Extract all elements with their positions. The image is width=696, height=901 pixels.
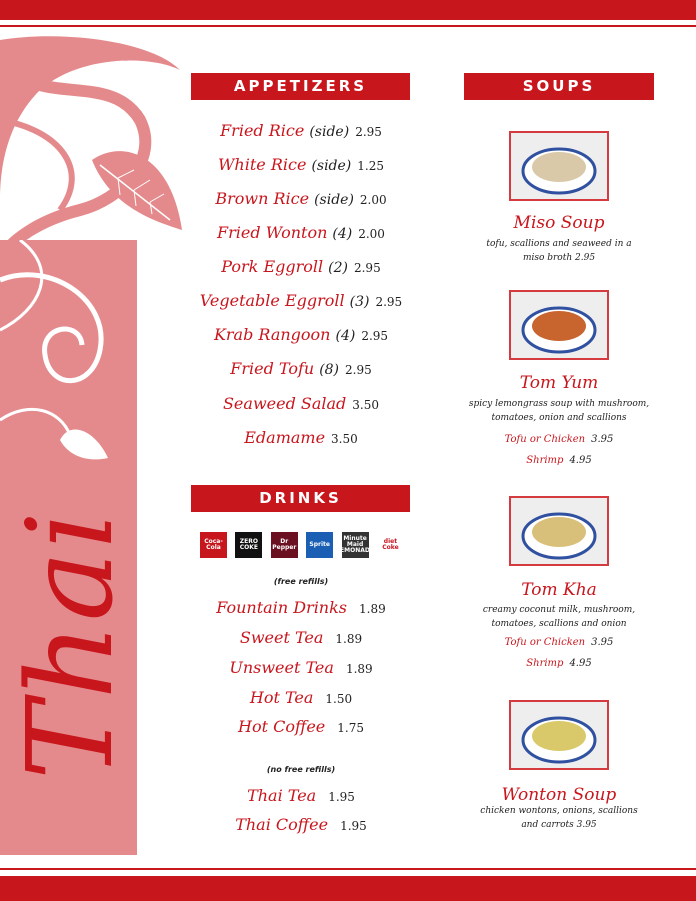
- item-qty: (side): [314, 192, 354, 208]
- item-name: Edamame: [244, 428, 326, 447]
- option-label: Tofu or Chicken: [504, 637, 586, 648]
- soup-desc-line: spicy lemongrass soup with mushroom,: [468, 399, 650, 409]
- soup-option: [464, 434, 654, 445]
- soda-logo: Coca-Cola: [200, 532, 227, 558]
- soup-option: [464, 637, 654, 648]
- item-price: 2.00: [359, 193, 387, 207]
- soups-header: SOUPS: [464, 73, 654, 100]
- item-name: Fried Wonton: [217, 223, 328, 242]
- menu-item: [191, 628, 411, 647]
- menu-item: [191, 359, 411, 378]
- item-name: Thai Coffee: [235, 815, 329, 834]
- option-label: Tofu or Chicken: [504, 434, 586, 445]
- item-name: Hot Coffee: [238, 717, 326, 736]
- menu-item: [191, 688, 411, 707]
- option-label: Shrimp: [526, 658, 564, 669]
- item-price: 1.89: [359, 602, 386, 616]
- bottom-band: [0, 876, 696, 901]
- soda-logo: diet Coke: [377, 532, 404, 558]
- soup-description: [459, 603, 659, 631]
- item-price: 1.50: [325, 692, 353, 706]
- item-qty: (side): [309, 124, 350, 140]
- soup-desc-line: chicken wontons, onions, scallions: [480, 806, 638, 816]
- panel-swirl: [0, 240, 137, 480]
- appetizers-header: APPETIZERS: [191, 73, 410, 100]
- thai-title: Thai: [1, 509, 139, 780]
- item-name: Seaweed Salad: [222, 394, 347, 413]
- menu-item: [191, 815, 411, 834]
- option-label: Shrimp: [526, 455, 564, 466]
- soup-bowl-icon: [511, 702, 607, 768]
- item-price: 1.95: [340, 819, 367, 833]
- menu-item: [191, 155, 411, 174]
- soup-name: Miso Soup: [513, 213, 605, 233]
- item-price: 2.95: [345, 363, 372, 377]
- soda-logo: Sprite: [306, 532, 333, 558]
- soda-logo: ZERO COKE: [235, 532, 262, 558]
- menu-item: [191, 223, 411, 242]
- menu-item: [191, 786, 411, 805]
- item-price: 1.95: [328, 790, 355, 804]
- soup-desc-line: tofu, scallions and seaweed in a: [486, 239, 632, 249]
- soda-logo: Minute Maid LEMONADE: [342, 532, 369, 558]
- item-name: Fountain Drinks: [216, 598, 348, 617]
- item-qty: (4): [332, 226, 353, 242]
- item-name: Vegetable Eggroll: [199, 291, 345, 310]
- item-qty: (8): [319, 362, 340, 378]
- soup-name: Tom Yum: [519, 373, 599, 393]
- item-qty: (side): [311, 158, 352, 174]
- item-qty: (4): [335, 328, 356, 344]
- option-price: 4.95: [569, 658, 592, 669]
- soup-name: Tom Kha: [521, 580, 597, 600]
- soup-desc-line: and carrots 3.95: [521, 820, 597, 830]
- soup-photo: [509, 290, 609, 360]
- menu-item: [191, 189, 411, 208]
- menu-item: [191, 291, 411, 310]
- item-name: Thai Tea: [247, 786, 317, 805]
- soup-bowl-icon: [511, 292, 607, 358]
- menu-item: [191, 428, 411, 447]
- soup-description: [459, 804, 659, 832]
- soup-desc-line: tomatoes, onion and scallions: [491, 413, 627, 423]
- menu-item: [191, 257, 411, 276]
- item-name: Brown Rice: [215, 189, 310, 208]
- menu-item: [191, 717, 411, 736]
- soup-desc-line: creamy coconut milk, mushroom,: [482, 605, 636, 615]
- menu-item: [191, 598, 411, 617]
- item-price: 1.75: [337, 721, 364, 735]
- item-price: 2.95: [361, 329, 389, 343]
- item-name: Krab Rangoon: [213, 325, 331, 344]
- menu-item: [191, 325, 411, 344]
- menu-item: [191, 394, 411, 413]
- item-name: White Rice: [217, 155, 307, 174]
- item-qty: (3): [349, 294, 370, 310]
- soup-bowl-icon: [511, 498, 607, 564]
- no-free-refills-note: (no free refills): [266, 765, 336, 774]
- soup-name: Wonton Soup: [501, 785, 617, 805]
- item-name: Hot Tea: [249, 688, 314, 707]
- soup-option: [464, 658, 654, 669]
- option-price: 4.95: [569, 455, 592, 466]
- flower-icon: [60, 430, 108, 460]
- option-price: 3.95: [591, 637, 614, 648]
- item-price: 1.89: [345, 662, 373, 676]
- soup-desc-line: miso broth 2.95: [522, 253, 596, 263]
- soup-bowl-icon: [511, 133, 607, 199]
- item-price: 3.50: [331, 432, 358, 446]
- soda-logo: Dr Pepper: [271, 532, 298, 558]
- item-name: Fried Rice: [220, 121, 305, 140]
- item-name: Unsweet Tea: [229, 658, 334, 677]
- item-name: Sweet Tea: [239, 628, 324, 647]
- item-price: 1.25: [357, 159, 384, 173]
- soup-desc-line: tomatoes, scallions and onion: [491, 619, 627, 629]
- item-price: 2.95: [355, 125, 382, 139]
- soup-photo: [509, 496, 609, 566]
- menu-item: [191, 121, 411, 140]
- item-price: 2.00: [358, 227, 385, 241]
- menu-item: [191, 658, 411, 677]
- soup-photo: [509, 700, 609, 770]
- soda-logos: [200, 532, 404, 560]
- soup-option: [464, 455, 654, 466]
- item-price: 2.95: [353, 261, 381, 275]
- item-price: 3.50: [352, 398, 380, 412]
- soup-description: [459, 397, 659, 425]
- soup-description: [459, 237, 659, 265]
- free-refills-note: (free refills): [273, 577, 329, 586]
- drinks-header: DRINKS: [191, 485, 410, 512]
- item-name: Pork Eggroll: [221, 257, 324, 276]
- item-price: 1.89: [335, 632, 363, 646]
- item-price: 2.95: [375, 295, 403, 309]
- soup-photo: [509, 131, 609, 201]
- option-price: 3.95: [591, 434, 614, 445]
- item-qty: (2): [328, 260, 348, 276]
- item-name: Fried Tofu: [230, 359, 315, 378]
